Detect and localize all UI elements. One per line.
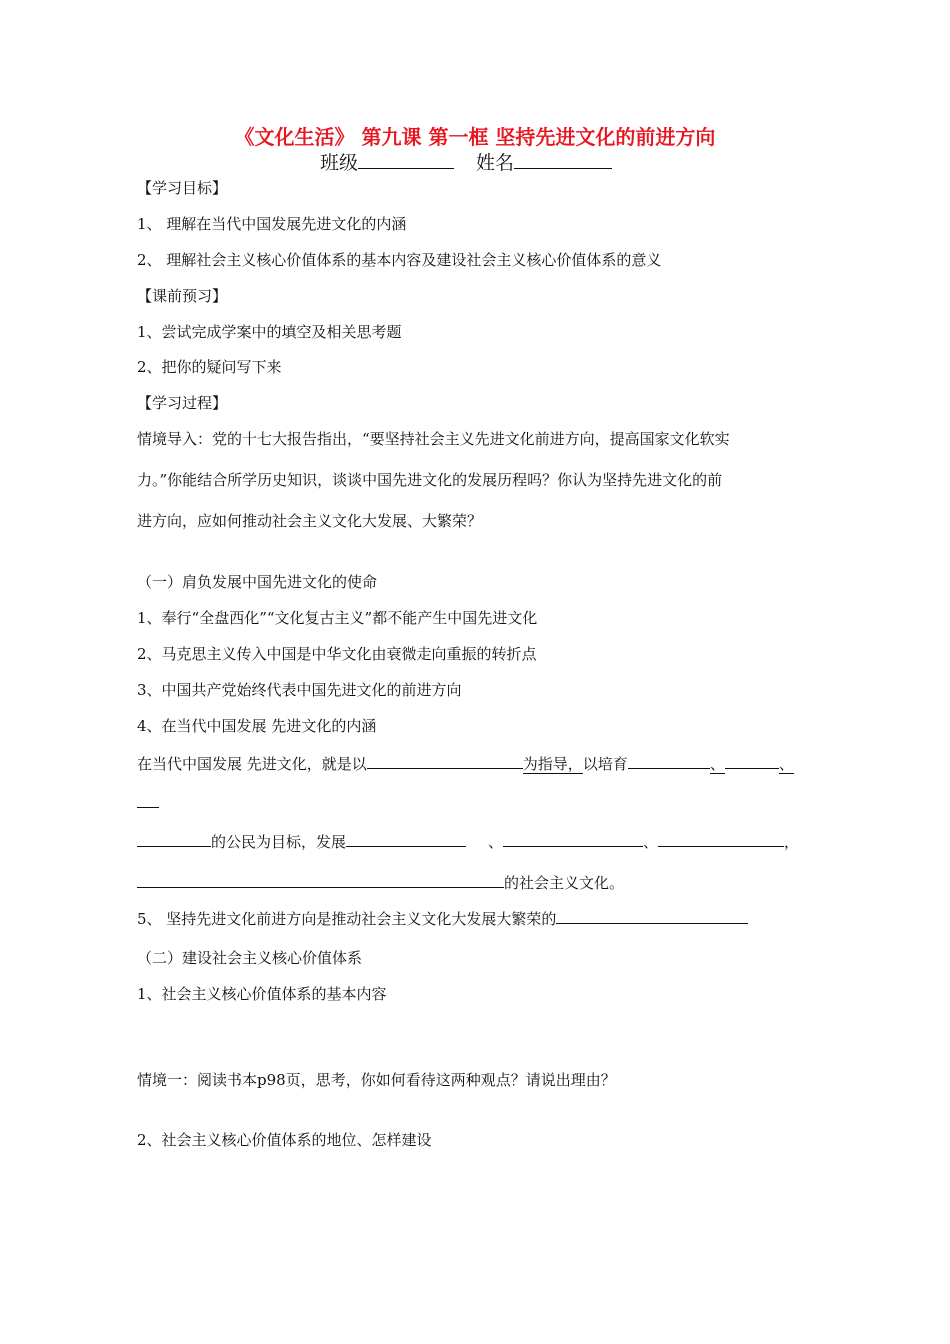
preview-item-2: 2、把你的疑问写下来 [137, 358, 282, 376]
scenario-1: 情境一：阅读书本p98页，思考，你如何看待这两种观点？请说出理由？ [137, 1071, 616, 1089]
class-blank[interactable] [358, 152, 454, 169]
goal-item-2: 2、 理解社会主义核心价值体系的基本内容及建设社会主义核心价值体系的意义 [137, 251, 662, 269]
guide-blank[interactable] [367, 752, 523, 769]
page-title: 《文化生活》 第九课 第一框 坚持先进文化的前进方向 [234, 125, 716, 149]
develop-blank-1[interactable] [346, 830, 466, 847]
fill2-text1: 的公民为目标，发展 [211, 833, 347, 851]
goal-item-1: 1、 理解在当代中国发展先进文化的内涵 [137, 215, 407, 233]
fill1-sep1: 、 [709, 755, 725, 773]
item5-text: 5、 坚持先进文化前进方向是推动社会主义文化大发展大繁荣的 [137, 910, 557, 928]
intro-line-1: 情境导入：党的十七大报告指出，“要坚持社会主义先进文化前进方向，提高国家文化软实 [137, 430, 730, 448]
intro-line-2: 力。”你能结合所学历史知识，谈谈中国先进文化的发展历程吗？你认为坚持先进文化的前 [137, 471, 723, 489]
section1-item-1: 1、奉行“全盘西化”“文化复古主义”都不能产生中国先进文化 [137, 609, 538, 627]
class-name-line [320, 151, 612, 175]
section1-heading: （一）肩负发展中国先进文化的使命 [137, 573, 378, 591]
develop-blank-2[interactable] [503, 830, 643, 847]
name-blank[interactable] [514, 152, 612, 169]
fill1-mid: 为指导， [522, 755, 583, 773]
process-heading: 【学习过程】 [137, 394, 228, 412]
culture-blank[interactable] [137, 871, 504, 888]
fill-line-1 [137, 752, 794, 774]
cultivate-blank-2[interactable] [725, 752, 779, 769]
preview-item-1: 1、尝试完成学案中的填空及相关思考题 [137, 323, 402, 341]
section1-item-5 [137, 907, 748, 929]
citizen-blank[interactable] [137, 830, 211, 847]
section1-item-4: 4、在当代中国发展 先进文化的内涵 [137, 717, 377, 735]
intro-line-3: 进方向，应如何推动社会主义文化大发展、大繁荣？ [137, 512, 483, 530]
fill-line-3 [137, 871, 624, 893]
item5-blank[interactable] [556, 907, 748, 924]
cultivate-blank-3[interactable] [137, 807, 159, 808]
goals-heading: 【学习目标】 [137, 179, 228, 197]
section1-item-3: 3、中国共产党始终代表中国先进文化的前进方向 [137, 681, 462, 699]
cultivate-blank-1[interactable] [628, 752, 710, 769]
develop-blank-3[interactable] [658, 830, 784, 847]
fill2-sep2: 、 [643, 833, 659, 851]
name-label: 姓名 [476, 152, 515, 174]
section1-item-2: 2、马克思主义传入中国是中华文化由衰微走向重振的转折点 [137, 645, 537, 663]
fill1-mid2: 以培育 [582, 755, 628, 773]
fill1-sep2: 、 [778, 755, 794, 773]
section2-item-2: 2、社会主义核心价值体系的地位、怎样建设 [137, 1131, 432, 1149]
section2-item-1: 1、社会主义核心价值体系的基本内容 [137, 985, 387, 1003]
class-label: 班级 [320, 152, 359, 174]
fill2-end: ， [784, 833, 800, 851]
fill-line-2 [137, 830, 799, 852]
fill3-suffix: 的社会主义文化。 [504, 874, 625, 892]
preview-heading: 【课前预习】 [137, 287, 228, 305]
fill2-sep1: 、 [488, 833, 504, 851]
fill1-prefix: 在当代中国发展 先进文化，就是以 [137, 755, 367, 773]
section2-heading: （二）建设社会主义核心价值体系 [137, 949, 363, 967]
